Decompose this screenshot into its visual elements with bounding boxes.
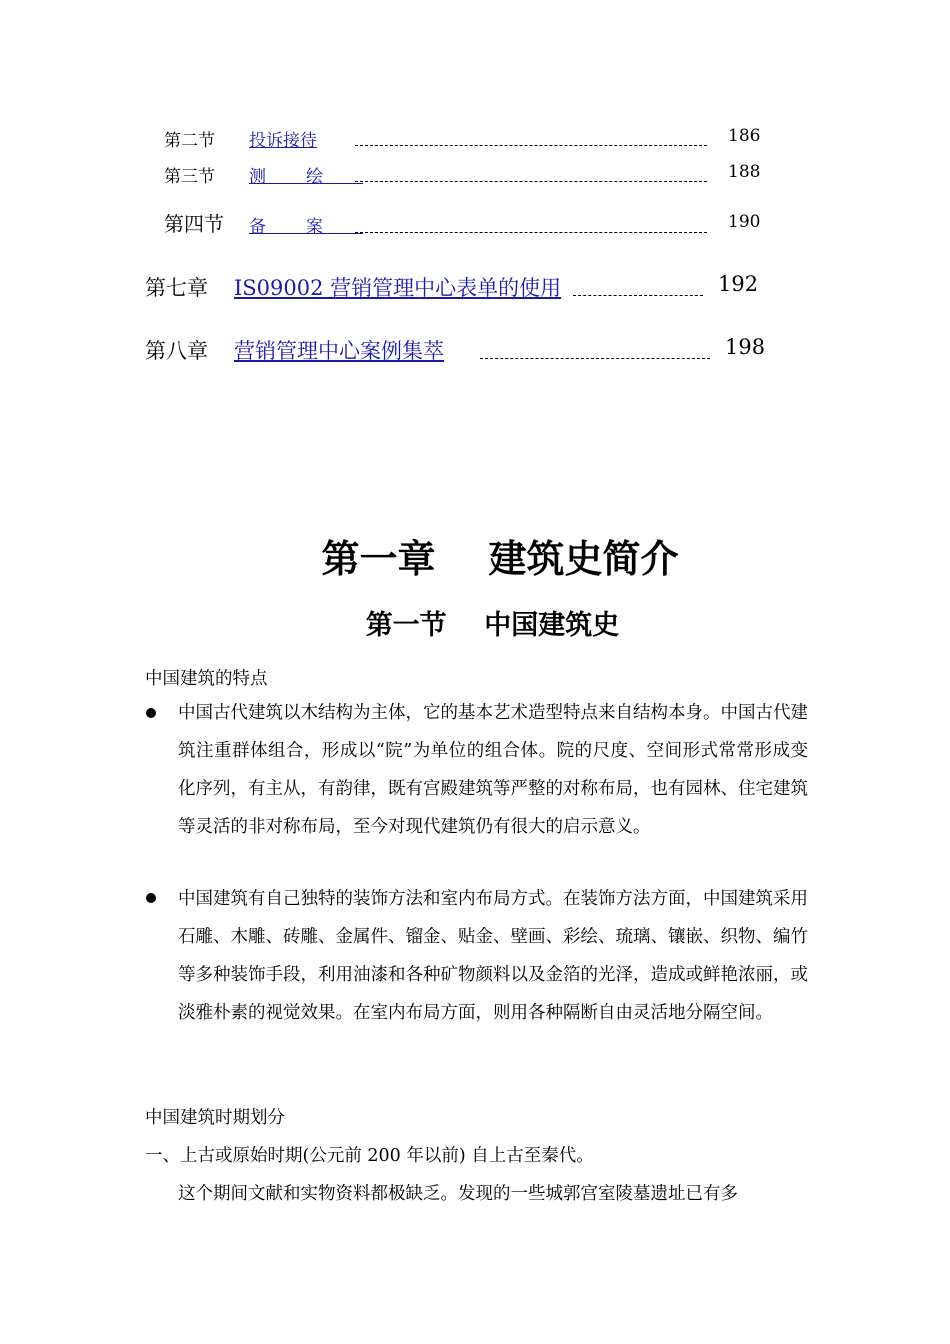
- bullet-paragraph: 中国古代建筑以木结构为主体，它的基本艺术造型特点来自结构本身。中国古代建筑注重群体组合，形成以“院”为单位的组合体。院的尺度、空间形式常常形成变化序列，有主从，有韵律，既有宫殿建筑等严整的对称布局，也有园林、住宅建筑等灵活的非对称布局，至今对现代建筑仍有很大的启示意义。: [178, 703, 808, 837]
- bullet-icon: [146, 708, 156, 718]
- toc-chapter-number: 第八章: [145, 339, 208, 363]
- body-paragraph: 这个期间文献和实物资料都极缺乏。发现的一些城郭宫室陵墓遗址已有多: [178, 1184, 738, 1204]
- toc-chapter-link[interactable]: 营销管理中心案例集萃: [234, 339, 444, 363]
- section-title: 第一节 中国建筑史: [365, 610, 620, 641]
- toc-leader-dots: [480, 358, 710, 359]
- toc-section-number: 第二节: [164, 131, 215, 151]
- toc-page-number: 186: [728, 126, 761, 146]
- toc-entry-section-3[interactable]: [0, 162, 950, 192]
- toc-leader-dots: [355, 181, 707, 182]
- toc-entry-chapter-7[interactable]: [0, 272, 950, 302]
- toc-section-link[interactable]: 备案: [249, 217, 363, 237]
- toc-entry-section-4[interactable]: [0, 208, 950, 238]
- bullet-paragraph: 中国建筑有自己独特的装饰方法和室内布局方式。在装饰方法方面，中国建筑采用石雕、木雕、砖雕、金属件、镏金、贴金、壁画、彩绘、琉璃、镶嵌、织物、编竹等多种装饰手段，利用油漆和各种矿物颜料以及金箔的光泽，造成或鲜艳浓丽，或淡雅朴素的视觉效果。在室内布局方面，则用各种隔断自由灵活地分隔空间。: [178, 889, 808, 1023]
- periods-heading: 中国建筑时期划分: [145, 1108, 285, 1128]
- toc-page-number: 190: [728, 212, 761, 232]
- toc-page-number: 198: [725, 335, 766, 359]
- toc-section-number: 第三节: [164, 167, 215, 187]
- toc-page-number: 188: [728, 162, 761, 182]
- chapter-title: 第一章 建筑史简介: [321, 536, 679, 581]
- toc-page-number: 192: [718, 272, 759, 296]
- toc-leader-dots: [355, 232, 707, 233]
- toc-entry-section-2[interactable]: [0, 126, 950, 156]
- bullet-icon: [146, 893, 156, 903]
- features-heading: 中国建筑的特点: [145, 669, 268, 689]
- period-item: 一、上古或原始时期(公元前 200 年以前) 自上古至秦代。: [145, 1146, 594, 1166]
- toc-chapter-link[interactable]: IS09002 营销管理中心表单的使用: [234, 276, 562, 300]
- toc-section-link[interactable]: 测绘: [249, 167, 363, 187]
- toc-entry-chapter-8[interactable]: [0, 335, 950, 365]
- toc-leader-dots: [573, 295, 703, 296]
- toc-section-number: 第四节: [164, 212, 224, 236]
- toc-leader-dots: [355, 145, 707, 146]
- toc-chapter-number: 第七章: [145, 276, 208, 300]
- toc-section-link[interactable]: 投诉接待: [249, 131, 317, 151]
